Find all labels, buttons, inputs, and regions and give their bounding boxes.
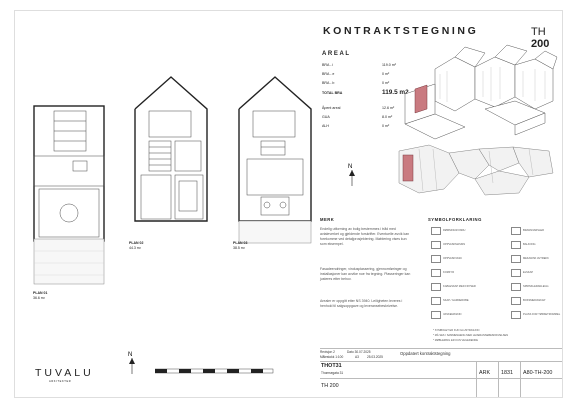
tb-date (347, 350, 371, 354)
merk-paragraph: Fasadeendringer, vindusplassering, gjennomføringer og installasjoner kan avvike noe fra tegning. Plasseringer kan justeres etter behov. (320, 267, 411, 281)
symbol-item (443, 285, 476, 288)
plan-label-03 (233, 241, 247, 251)
symbol-label: RØMNINGSVINDU (443, 229, 466, 232)
unit-highlight-3d (415, 85, 427, 113)
tb-date-label: Dato (347, 350, 354, 354)
north-arrow-icon (125, 349, 139, 377)
areal-row-label: Åpent areal (322, 106, 341, 110)
plan-area: 38.5 m² (233, 245, 245, 250)
areal-row-label: GUA (322, 115, 330, 119)
site-plan (389, 143, 559, 199)
symbol-item (443, 257, 462, 260)
symbol-label: VASKEMASKIN (443, 313, 462, 316)
merk-paragraph: Endelig utforming av bolig bestemmes i tråd med avtaleverket og gjeldende forskrifter. Eventuelle avvik kan forekomme ved detaljprosjektering. Møblering vises kun som eksempel. (320, 227, 410, 246)
tb-date-value: 30.07.2025 (354, 350, 371, 354)
tb-drawn-date: 25.03.2025 (367, 355, 383, 359)
tb-scale-value: 1:100 (335, 355, 344, 359)
symbol-label: BOKSMEDIASKAP (523, 299, 546, 302)
plan-name: PLAN 01 (33, 291, 48, 295)
unit-highlight-site (403, 155, 413, 181)
tb-discipline: ARK (479, 370, 491, 376)
areal-row-value: 0 m² (382, 72, 390, 76)
tb-rev (320, 350, 335, 354)
symbol-icon (511, 241, 521, 249)
symbol-item (443, 271, 454, 274)
legend-note: * SYMBOLET ER KUN ILLUSTRASJON (433, 329, 480, 332)
areal-row-label: BRA - e (322, 72, 335, 76)
floor-plan-03 (231, 71, 319, 246)
areal-row-value: 8.0 m² (382, 115, 393, 119)
symbol-icon (431, 283, 441, 291)
symbol-item (523, 271, 533, 274)
floor-plan-02 (127, 71, 215, 231)
symbol-label: PLASS FOR TØRKETROMMEL (523, 313, 561, 316)
logo-subtitle: ARKITEKTER (49, 380, 72, 383)
symbol-label: BALKONG (523, 243, 536, 246)
axonometric-illustration (395, 39, 560, 149)
symbol-label: KOMFYR (443, 271, 455, 274)
symbol-item (443, 299, 469, 302)
symbol-item (523, 243, 536, 246)
symbol-label: SPRINKLERANLEGG (523, 285, 549, 288)
symbol-icon (511, 227, 521, 235)
tb-number: 1831 (501, 370, 513, 376)
tb-unit: TH 200 (321, 383, 339, 389)
merk-heading: MERK (320, 217, 335, 222)
areal-total-label: TOTAL BRA (322, 91, 343, 95)
symbol-icon (511, 311, 521, 319)
symbol-icon (431, 311, 441, 319)
symbol-item (443, 243, 465, 246)
plan-label-02 (129, 241, 143, 251)
legend-note: * MØBLERING ER KUN VEILEDENDE (433, 339, 478, 342)
unit-number: 200 (531, 38, 550, 50)
plan-label-01 (33, 291, 47, 301)
symbol-item (443, 313, 461, 316)
symbol-label: OPPVASKMASKIN (443, 243, 466, 246)
tb-drawing-no: A80-TH-200 (523, 370, 553, 376)
symbol-icon (431, 227, 441, 235)
svg-text:N: N (128, 352, 133, 358)
legend-note: * MÅ SES I SAMMENHENG MED LEVERANSEBESKRIVELSEN (433, 334, 509, 337)
symbol-icon (431, 297, 441, 305)
unit-prefix: TH (531, 26, 546, 38)
sheet-title: KONTRAKTSTEGNING (323, 25, 479, 37)
tb-address: Thomsegata 31 (321, 371, 344, 375)
symbol-label: MEKANISK AVTREKK (523, 257, 549, 260)
floor-plan-01 (29, 91, 111, 291)
tb-project: THOT31 (321, 363, 342, 369)
symbol-icon (511, 283, 521, 291)
symbol-label: ELSKAP (523, 271, 534, 274)
areal-row-value: 0 m² (382, 81, 390, 85)
tb-doc-label: Oppdatert kontraktstegning (400, 351, 451, 356)
symbol-icon (511, 269, 521, 277)
areal-row-value: 0 m² (382, 124, 390, 128)
symbol-label: BRANNVARSLER (523, 229, 544, 232)
symbol-item (523, 313, 560, 316)
areal-row-label: ALH (322, 124, 329, 128)
symbol-label: KJØLESKAP MED FRYSER (443, 285, 476, 288)
tb-scale-label: Målestokk (320, 355, 335, 359)
areal-total-value: 119.5 m2 (382, 89, 409, 96)
symbol-icon (431, 269, 441, 277)
tb-scale (320, 355, 343, 359)
symbol-icon (511, 255, 521, 263)
symbol-item (523, 229, 544, 232)
symbol-item (523, 257, 549, 260)
symbol-legend-heading: SYMBOLFORKLARING (428, 217, 482, 222)
symbol-icon (431, 241, 441, 249)
tb-format: A3 (355, 355, 359, 359)
tb-rev-value: 2 (333, 350, 335, 354)
tb-rev-label: Revisjon (320, 350, 333, 354)
symbol-item (523, 299, 545, 302)
symbol-item (443, 229, 465, 232)
areal-row-value: 12.6 m² (382, 106, 395, 110)
symbol-item (523, 285, 549, 288)
plan-name: PLAN 03 (233, 241, 248, 245)
symbol-icon (511, 297, 521, 305)
north-arrow-icon (345, 161, 359, 189)
svg-text:N: N (348, 164, 353, 170)
areal-row-label: BRA - i (322, 63, 334, 67)
plan-area: 44.3 m² (129, 245, 141, 250)
logo: TUVALU (35, 367, 94, 379)
drawing-sheet (14, 10, 563, 398)
areal-heading: AREAL (322, 51, 351, 57)
areal-row-value: 119.0 m² (382, 63, 396, 67)
symbol-label: SKAP / GARDEROBE (443, 299, 469, 302)
areal-row-label: BRA - b (322, 81, 335, 85)
symbol-label: OPPVASKVASK (443, 257, 462, 260)
merk-paragraph: Arealer er oppgitt etter NS 3940. Leiligheten leveres i henhold til salgsoppgave og leveransebeskrivelse. (320, 299, 403, 308)
scale-bar (155, 367, 275, 375)
plan-name: PLAN 02 (129, 241, 144, 245)
symbol-icon (431, 255, 441, 263)
plan-area: 36.6 m² (33, 295, 45, 300)
